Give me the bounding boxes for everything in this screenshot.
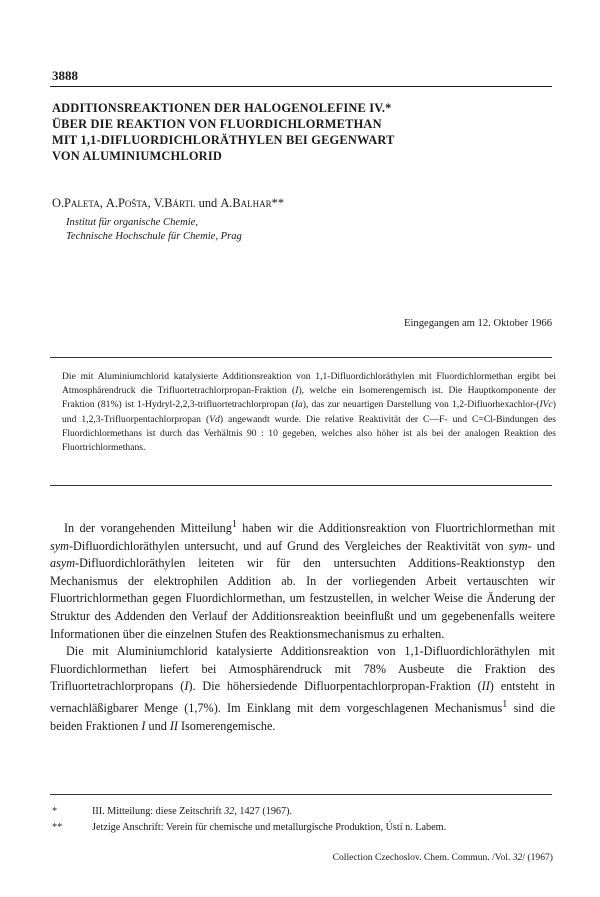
compound-label: II xyxy=(481,679,490,694)
header-rule xyxy=(50,86,552,87)
italic-term: asym xyxy=(50,556,76,571)
text-run: III. Mitteilung: diese Zeitschrift xyxy=(92,806,225,817)
paragraph xyxy=(50,643,555,735)
footnote-rule xyxy=(50,794,552,795)
text-run: In der vorangehenden Mitteilung xyxy=(64,521,232,536)
abstract-text: ) angewandt wurde. Die relative Reaktivität der C—F- und C=Cl-Bindungen des Fluordichlormethans ist durch das Verhältnis 90 : 10 gegeben, welches also höher ist als bei der analogen Reaktion des Fluortrichlormethans. xyxy=(62,413,556,454)
affiliation xyxy=(66,216,242,244)
compound-label: Ia xyxy=(294,399,303,411)
title-line: ÜBER DIE REAKTION VON FLUORDICHLORMETHAN xyxy=(52,117,382,131)
abstract-text: ), das zur neuartigen Darstellung von 1,2-Difluorhexachlor-( xyxy=(302,399,540,411)
abstract-text: Die mit Aluminiumchlorid katalysierte Additionsreaktion von 1,1-Difluordichloräthylen mit Fluordichlormethan ergibt bei Atmosphärendruck die Trifluortetrachlorpropan-Fraktion ( xyxy=(62,371,556,397)
text-run: -Difluordichloräthylen untersucht, und auf Grund des Vergleiches der Reaktivität von xyxy=(68,538,509,553)
compound-label: I xyxy=(141,718,146,733)
footnotes xyxy=(52,804,554,836)
footnote-text xyxy=(92,820,446,836)
author-name: A.Pošta xyxy=(105,196,148,210)
author-conjunction: und xyxy=(198,196,218,210)
body-text xyxy=(50,516,555,735)
abstract-text: ) und 1,2,3-Trifluorpentachlorpropan ( xyxy=(62,399,556,425)
abstract-text: ), welche ein Isomerengemisch ist. Die Hauptkomponente der Fraktion (81%) ist 1-Hydryl-2,2,3-trifluortetrachlorpropan ( xyxy=(62,385,556,411)
citation-sup: 1 xyxy=(231,519,237,530)
author-name: A.Balhar xyxy=(220,196,272,210)
affiliation-line: Technische Hochschule für Chemie, Prag xyxy=(66,231,242,242)
received-date: Eingegangen am 12. Oktober 1966 xyxy=(404,318,552,329)
page-number: 3888 xyxy=(52,68,78,83)
footnote-mark: * xyxy=(52,806,58,817)
title-line: ADDITIONSREAKTIONEN DER HALOGENOLEFINE IV.* xyxy=(52,101,392,115)
title-line: VON ALUMINIUMCHLORID xyxy=(52,149,222,163)
compound-label: IVc xyxy=(539,399,553,411)
text-run: ). Die höhersiedende Difluorpentachlorpropan-Fraktion ( xyxy=(188,679,482,694)
text-run: Jetzige Anschrift: Verein für chemische und metallurgische Produktion, Ústí n. Labem. xyxy=(92,822,447,833)
volume-number: 32 xyxy=(512,852,523,863)
author-list: O.Paleta, A.Pošta, V.Bártl und A.Balhar** xyxy=(52,196,285,210)
text-run: Isomerengemische. xyxy=(177,718,276,733)
text-run: Collection Czechoslov. Chem. Commun. /Vol. xyxy=(332,852,513,863)
italic-term: sym xyxy=(508,538,528,553)
text-run: / (1967) xyxy=(522,852,553,863)
compound-label: Vd xyxy=(209,413,220,425)
abstract-top-rule xyxy=(50,357,552,358)
paragraph xyxy=(50,516,555,643)
text-run: - und xyxy=(527,538,555,553)
footnote-text xyxy=(92,804,292,820)
journal-citation xyxy=(333,852,553,863)
citation-sup: 1 xyxy=(502,699,508,710)
footnote xyxy=(52,820,554,836)
compound-label: I xyxy=(184,679,189,694)
affiliation-line: Institut für organische Chemie, xyxy=(66,217,199,228)
text-run: ) entsteht in vernachläßigbarer Menge (1,7%). Im Einklang mit dem vorgeschlagenen Mechanismus xyxy=(50,679,555,716)
text-run: und xyxy=(145,718,170,733)
italic-term: sym xyxy=(50,538,69,553)
compound-label: I xyxy=(295,385,299,397)
author-footnote-mark: ** xyxy=(271,196,285,210)
text-run: , 1427 (1967). xyxy=(234,806,293,817)
footnote xyxy=(52,804,554,820)
title-line: MIT 1,1-DIFLUORDICHLORÄTHYLEN BEI GEGENWART xyxy=(52,133,395,147)
author-name: V.Bártl xyxy=(153,196,196,210)
abstract-bottom-rule xyxy=(50,485,552,486)
text-run: sind die beiden Fraktionen xyxy=(50,701,555,733)
compound-label: II xyxy=(169,718,178,733)
volume-number: 32 xyxy=(224,806,235,817)
text-run: haben wir die Additionsreaktion von Fluortrichlormethan mit xyxy=(236,521,555,536)
text-run: -Difluordichloräthylen leiteten wir für den untersuchten Additions-Reaktionstyp den Mechanismus der elektrophilen Addition ab. In der vorliegenden Arbeit vertauschten wir Fluortrichlormethan gegen Fluordichlormethan, um festzustellen, in welcher Weise die Änderung der Struktur des Addenden den Verlauf der Additionsreaktion beeinflußt und um gegebenenfalls weitere Informationen über die einzelnen Stufen des Reaktionsmechanismus zu erhalten. xyxy=(50,556,555,641)
text-run: Die mit Aluminiumchlorid katalysierte Additionsreaktion von 1,1-Difluordichloräthylen mit Fluordichlormethan liefert bei Atmosphärendruck mit 78% Ausbeute die Fraktion des Trifluortetrachlorpropans ( xyxy=(50,644,555,694)
abstract xyxy=(62,370,556,455)
article-title xyxy=(52,100,552,164)
footnote-mark: ** xyxy=(52,822,63,833)
author-name: O.Paleta xyxy=(52,196,100,210)
